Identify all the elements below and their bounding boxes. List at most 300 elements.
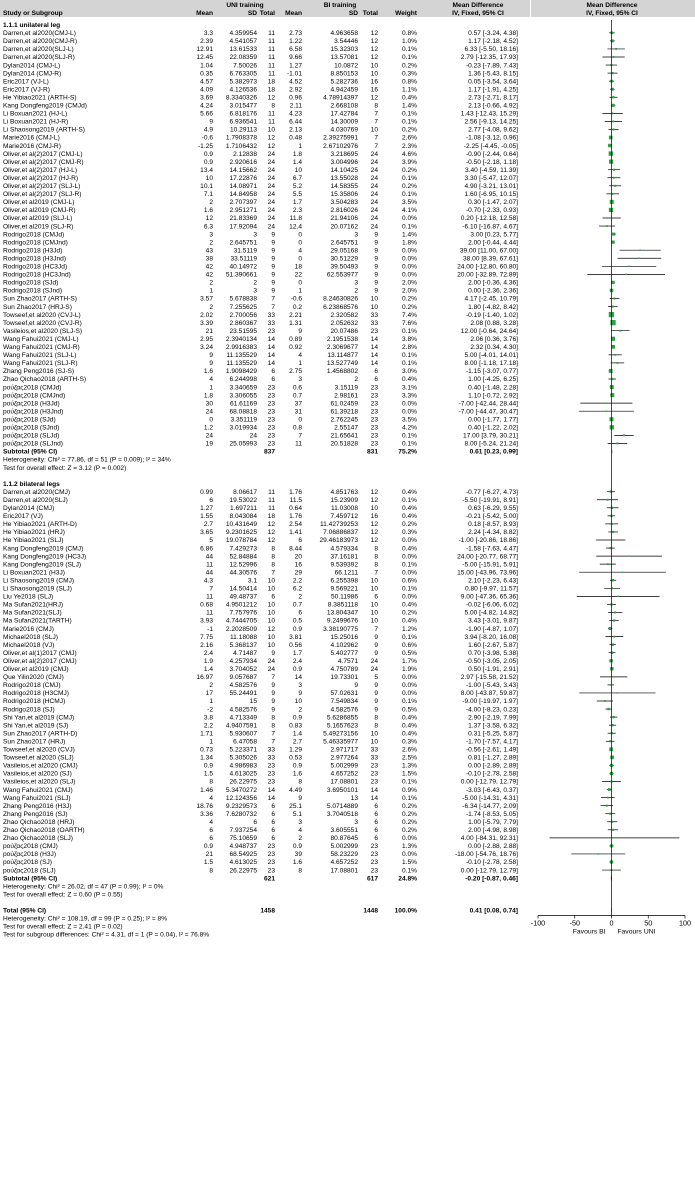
cell-tot2: 10 xyxy=(370,577,378,585)
cell-sd2: 6.255398 xyxy=(330,577,358,585)
cell-tot2: 10 xyxy=(370,303,378,311)
cell-tot1: 24 xyxy=(267,207,275,215)
cell-ci: 1.43 [-12.43, 15.29] xyxy=(460,110,518,118)
study-name: Rodrigo2018 (SJnd) xyxy=(3,287,63,295)
cell-tot2: 23 xyxy=(370,327,378,335)
cell-weight: 0.0% xyxy=(401,569,417,577)
cell-ci: 1.80 [-4.82, 8.42] xyxy=(468,303,518,311)
study-name: Zhang Peng2016 (SJ) xyxy=(3,810,68,818)
cell-tot2: 5 xyxy=(374,674,378,682)
cell-mean1: 0.9 xyxy=(203,158,213,166)
study-name: pούζας2018 (H3J) xyxy=(3,851,57,859)
cell-mean2: 11.8 xyxy=(289,215,302,223)
cell-tot1: 11 xyxy=(268,496,275,504)
cell-weight: 0.1% xyxy=(401,352,417,360)
header-md-text: Mean Difference xyxy=(452,2,504,9)
cell-sd1: 19.53022 xyxy=(229,496,257,504)
cell-sd1: 2.700056 xyxy=(229,311,257,319)
effect-square xyxy=(628,555,629,556)
cell-tot2: 7 xyxy=(374,118,378,126)
cell-sd1: 3.351119 xyxy=(230,416,257,424)
cell-sd1: 4.9407591 xyxy=(225,722,257,730)
cell-tot2: 10 xyxy=(370,62,378,70)
cell-mean2: 0.89 xyxy=(289,335,302,343)
cell-mean1: 2 xyxy=(209,682,213,690)
cell-tot2: 23 xyxy=(370,400,378,408)
cell-sd2: 21.65641 xyxy=(330,432,358,440)
cell-sd2: 20.07162 xyxy=(330,223,358,231)
cell-mean1: 3.8 xyxy=(203,714,213,722)
cell-ci: -5.50 [-19.91, 8.91] xyxy=(462,496,518,504)
cell-tot1: 23 xyxy=(267,859,275,867)
cell-weight: 1.2% xyxy=(401,625,417,633)
study-name: pούζας2018 (SJd) xyxy=(3,416,56,424)
cell-mean2: 3 xyxy=(298,376,302,384)
cell-tot1: 10 xyxy=(267,633,275,641)
cell-tot2: 23 xyxy=(370,778,378,786)
study-name: Oliver,et al2019 (SLJ-L) xyxy=(3,215,73,223)
study-name: Rodrigo2018 (CMJ) xyxy=(3,682,61,690)
effect-square xyxy=(612,120,614,122)
cell-sd1: 55.24491 xyxy=(229,690,257,698)
x-tick-label: -50 xyxy=(569,918,580,928)
cell-weight: 0.0% xyxy=(401,674,417,682)
cell-tot1: 9 xyxy=(271,231,275,239)
cell-weight: 3.9% xyxy=(401,158,417,166)
cell-tot1: 8 xyxy=(271,561,275,569)
effect-square xyxy=(612,716,614,718)
cell-ci: 2.90 [-2.19, 7.99] xyxy=(468,714,518,722)
cell-mean1: 2 xyxy=(209,239,213,247)
cell-sd2: 4.7571 xyxy=(337,657,358,665)
cell-mean2: 0.9 xyxy=(292,843,302,851)
cell-mean2: 4.23 xyxy=(289,110,302,118)
cell-mean2: 2.3 xyxy=(292,207,302,215)
cell-mean2: 3 xyxy=(298,682,302,690)
cell-sd2: 29.46183973 xyxy=(319,537,358,545)
cell-sd2: 62.553977 xyxy=(326,271,358,279)
cell-mean2: 1.22 xyxy=(289,38,302,46)
cell-sd2: 30.51229 xyxy=(330,255,358,263)
cell-weight: 0.2% xyxy=(401,183,417,190)
cell-weight: 1.3% xyxy=(401,762,417,770)
cell-mean2: 0.48 xyxy=(289,134,302,142)
cell-mean2: 6 xyxy=(298,609,302,617)
cell-tot2: 12 xyxy=(370,30,378,38)
cell-tot1: 12 xyxy=(267,625,275,633)
cell-tot2: 9 xyxy=(374,698,378,706)
cell-tot1: 7 xyxy=(271,303,275,311)
cell-sd2: 5.002999 xyxy=(330,843,358,851)
cell-tot2: 23 xyxy=(370,408,378,416)
effect-square xyxy=(610,393,614,397)
study-name: pούζας2018 (SLJnd) xyxy=(3,440,63,448)
cell-sd2: 13.527749 xyxy=(326,360,358,368)
cell-tot2: 7 xyxy=(374,142,378,150)
cell-tot1: 8 xyxy=(271,553,275,561)
cell-sd2: 5.0714889 xyxy=(326,802,358,810)
header-sd1: SD xyxy=(247,10,257,17)
cell-tot2: 23 xyxy=(370,770,378,778)
cell-sd1: 31.5119 xyxy=(233,247,257,255)
cell-tot2: 7 xyxy=(374,110,378,118)
header-md-sub-plot: IV, Fixed, 95% CI xyxy=(586,10,638,17)
cell-weight: 0.4% xyxy=(401,505,417,512)
cell-tot2: 23 xyxy=(370,384,378,392)
cell-sd1: 2.3940134 xyxy=(225,335,257,343)
cell-tot2: 9 xyxy=(374,279,378,287)
cell-mean1: 5.66 xyxy=(200,110,213,118)
header-study: Study or Subgroup xyxy=(3,10,63,17)
cell-weight: 2.6% xyxy=(401,134,417,142)
cell-sd1: 4.541057 xyxy=(229,38,257,46)
cell-sd1: 2.920616 xyxy=(229,158,257,166)
header-tot1: Total xyxy=(259,10,275,17)
cell-weight: 0.4% xyxy=(401,488,417,496)
cell-mean1: 2.02 xyxy=(200,311,213,319)
cell-weight: 0.2% xyxy=(401,166,417,174)
cell-tot1: 14 xyxy=(267,786,275,794)
cell-tot1: 10 xyxy=(267,609,275,617)
cell-ci: 39.00 [11.00, 67.00] xyxy=(459,247,518,255)
cell-sd2: 3.7040518 xyxy=(326,810,358,818)
cell-sd2: 5.402777 xyxy=(330,649,358,657)
cell-tot1: 7 xyxy=(271,674,275,682)
cell-sd2: 14.58355 xyxy=(330,183,358,190)
cell-mean2: 1.29 xyxy=(289,746,302,754)
cell-weight: 0.2% xyxy=(401,810,417,818)
cell-mean1: 1.8 xyxy=(203,392,213,400)
cell-mean1: 2.4 xyxy=(203,649,213,657)
cell-sd2: 5.6286855 xyxy=(326,714,358,722)
cell-mean2: 5.2 xyxy=(292,183,302,190)
cell-mean2: 1.6 xyxy=(292,770,302,778)
study-name: Vasileios,et al2020 (CMJ) xyxy=(3,762,78,770)
effect-square xyxy=(608,788,611,791)
cell-mean1: 21 xyxy=(205,327,213,335)
cell-tot1: 11 xyxy=(268,118,275,126)
cell-sd2: 4.750789 xyxy=(330,666,358,673)
study-name: pούζας2018 (SLJd) xyxy=(3,432,60,440)
effect-square xyxy=(609,151,613,155)
cell-sd2: 14.10425 xyxy=(330,166,358,174)
cell-mean2: 2.11 xyxy=(289,102,302,110)
cell-mean1: 24 xyxy=(205,408,213,416)
cell-ci: -0.70 [-2.33, 0.93] xyxy=(465,207,518,215)
cell-sd1: 2.707397 xyxy=(229,199,257,207)
study-name: Oliver,et al(2)2017 (HJ-R) xyxy=(3,174,79,182)
cell-tot1: 23 xyxy=(267,778,275,786)
cell-sd1: 14.08971 xyxy=(229,183,257,190)
cell-tot2: 10 xyxy=(370,738,378,746)
study-name: Dylan2014 (CMJ-R) xyxy=(3,70,62,78)
cell-mean2: -1.01 xyxy=(286,70,302,78)
study-name: Wang Fahui2021 (SLJ-L) xyxy=(3,352,77,360)
cell-mean2: 0.9 xyxy=(292,625,302,633)
effect-square xyxy=(607,797,609,799)
cell-mean1: 11 xyxy=(206,609,213,617)
cell-weight: 2.8% xyxy=(401,344,417,351)
overall-effect-text: Test for overall effect: Z = 0.60 (P = 0.55) xyxy=(3,891,123,899)
cell-mean2: 4.49 xyxy=(289,786,302,794)
cell-mean2: 6 xyxy=(298,537,302,545)
cell-sd1: 4.713349 xyxy=(229,714,257,722)
cell-tot1: 10 xyxy=(267,577,275,585)
cell-sd1: 25.05993 xyxy=(229,440,257,448)
effect-square xyxy=(619,330,621,332)
cell-tot1: 10 xyxy=(267,601,275,609)
cell-ci: 2.79 [-12.35, 17.93] xyxy=(460,54,518,62)
study-name: Darren,et al2020(CMJ-R) xyxy=(3,38,78,46)
cell-sd2: 3.6950101 xyxy=(326,786,358,794)
cell-ci: 0.31 [-5.25, 5.87] xyxy=(468,730,518,738)
x-tick-label: -100 xyxy=(530,918,546,928)
cell-sd1: 6.244998 xyxy=(229,376,257,384)
cell-mean2: 9 xyxy=(298,690,302,698)
cell-sd2: 61.39218 xyxy=(330,408,358,416)
footer-line: Test for overall effect: Z = 2.41 (P = 0.02) xyxy=(3,923,123,931)
cell-weight: 1.5% xyxy=(401,859,417,867)
cell-mean1: 3 xyxy=(209,231,213,239)
cell-sd2: 2.39275991 xyxy=(323,134,358,142)
cell-sd2: 20.07486 xyxy=(330,327,358,335)
cell-ci: 24.00 [-12.80, 60.80] xyxy=(457,263,518,271)
cell-sd1: 1.7106432 xyxy=(225,142,257,150)
cell-mean2: 1 xyxy=(298,360,302,368)
effect-square xyxy=(639,258,640,259)
effect-square xyxy=(614,354,616,356)
cell-mean2: 0 xyxy=(298,231,302,239)
cell-tot2: 12 xyxy=(370,537,378,545)
subtotal-weight: 75.2% xyxy=(398,448,417,456)
cell-tot1: 11 xyxy=(268,62,275,70)
cell-sd2: 13.55028 xyxy=(330,174,358,182)
study-name: Eric2017 (VJ) xyxy=(3,513,43,521)
cell-weight: 0.1% xyxy=(401,561,417,569)
cell-sd2: 4.657252 xyxy=(330,770,358,778)
effect-square xyxy=(611,345,615,349)
cell-sd1: 12.52996 xyxy=(229,561,257,569)
cell-tot2: 24 xyxy=(370,191,378,199)
cell-ci: -1.90 [-4.87, 1.07] xyxy=(465,625,518,633)
heterogeneity-text: Heterogeneity: Chi² = 26.02, df = 47 (P = 0.99); I² = 0% xyxy=(3,883,164,891)
effect-square xyxy=(612,104,615,107)
cell-tot2: 24 xyxy=(370,657,378,665)
cell-weight: 1.7% xyxy=(401,657,417,665)
cell-sd2: 3.504283 xyxy=(330,199,358,207)
effect-square xyxy=(612,531,614,533)
cell-weight: 7.4% xyxy=(401,311,417,319)
cell-sd2: 3 xyxy=(354,279,358,287)
cell-tot2: 12 xyxy=(370,496,378,504)
study-name: Zhao Qichao2018 (OARTH) xyxy=(3,827,85,834)
effect-square xyxy=(614,185,616,187)
cell-mean1: 9 xyxy=(209,352,213,360)
cell-tot2: 23 xyxy=(370,416,378,424)
cell-weight: 0.1% xyxy=(401,633,417,641)
cell-weight: 3.5% xyxy=(401,199,417,207)
cell-mean2: 4 xyxy=(298,247,302,255)
cell-mean1: 1.34 xyxy=(200,754,213,762)
cell-mean1: 4.3 xyxy=(203,577,213,585)
cell-ci: 5.00 [-4.82, 14.82] xyxy=(464,609,518,617)
cell-ci: 17.00 [3.79, 30.21] xyxy=(463,432,518,440)
study-name: Oliver,et al2019 (CMJ-R) xyxy=(3,207,76,215)
cell-sd2: 4.851763 xyxy=(330,488,358,496)
cell-mean1: 3.39 xyxy=(200,319,213,327)
study-name: pούζας2018 (SJ) xyxy=(3,859,52,867)
cell-tot1: 23 xyxy=(267,392,275,400)
cell-ci: 1.60 [-2.67, 5.87] xyxy=(468,641,518,649)
study-name: Shi Yan,et al2019 (CMJ) xyxy=(3,714,75,722)
cell-sd2: 2.816026 xyxy=(330,207,358,215)
cell-weight: 0.0% xyxy=(401,263,417,271)
cell-sd2: 4.102962 xyxy=(330,641,358,649)
cell-ci: 1.00 [-5.79, 7.79] xyxy=(468,818,518,826)
cell-tot1: 9 xyxy=(271,239,275,247)
cell-ci: 0.00 [-2.88, 2.88] xyxy=(468,843,518,851)
cell-tot2: 6 xyxy=(374,376,378,384)
cell-tot2: 6 xyxy=(374,818,378,826)
cell-sd1: 6.763305 xyxy=(229,70,257,78)
cell-mean2: 18 xyxy=(294,263,302,271)
cell-sd1: 49.48737 xyxy=(229,593,257,601)
cell-sd2: 17.42784 xyxy=(330,110,358,118)
cell-mean2: 2.54 xyxy=(289,521,302,529)
cell-weight: 0.2% xyxy=(401,818,417,826)
cell-mean1: 4 xyxy=(209,818,213,826)
cell-ci: -0.50 [-3.05, 2.05] xyxy=(465,657,518,665)
header-md-plot: Mean Difference xyxy=(586,2,638,9)
cell-sd1: 7.6280732 xyxy=(225,810,257,818)
cell-weight: 0.5% xyxy=(401,649,417,657)
cell-weight: 0.4% xyxy=(401,545,417,553)
cell-ci: 0.40 [-1.48, 2.28] xyxy=(468,384,518,392)
cell-sd1: 3.704052 xyxy=(229,666,257,673)
study-name: Oliver,et al(2)2017 (CMJ-R) xyxy=(3,158,84,166)
cell-sd1: 11.135529 xyxy=(226,360,257,368)
cell-mean2: 25.1 xyxy=(289,802,302,810)
cell-sd1: 61.61169 xyxy=(229,400,257,408)
cell-tot2: 16 xyxy=(370,513,378,521)
effect-square xyxy=(612,579,614,581)
cell-sd2: 7.549834 xyxy=(330,698,358,706)
cell-tot1: 6 xyxy=(271,810,275,818)
cell-weight: 0.2% xyxy=(401,303,417,311)
cell-tot2: 10 xyxy=(370,617,378,625)
cell-sd2: 5.282736 xyxy=(330,78,358,86)
cell-sd1: 11.135529 xyxy=(226,352,257,360)
cell-tot1: 9 xyxy=(271,698,275,706)
cell-sd1: 8.043084 xyxy=(229,513,257,521)
cell-mean2: 0.83 xyxy=(289,722,302,730)
cell-ci: 1.60 [-6.95, 10.15] xyxy=(464,191,518,199)
cell-ci: 20.00 [-32.89, 72.89] xyxy=(457,271,518,279)
cell-sd1: 2.645751 xyxy=(229,239,257,247)
cell-sd2: 58.23229 xyxy=(330,851,358,859)
cell-sd1: 10.431649 xyxy=(225,521,257,529)
cell-mean1: 38 xyxy=(205,255,213,263)
cell-sd2: 17.08801 xyxy=(330,867,358,875)
cell-tot2: 14 xyxy=(370,344,378,351)
cell-weight: 4.6% xyxy=(401,150,417,158)
cell-mean2: 6.2 xyxy=(292,585,302,593)
cell-sd1: 26.22975 xyxy=(229,867,257,875)
cell-mean1: 12.45 xyxy=(196,54,213,62)
cell-ci: 0.00 [-1.77, 1.77] xyxy=(468,416,518,424)
cell-mean2: 5.5 xyxy=(292,191,302,199)
cell-sd1: 10.29113 xyxy=(229,126,257,134)
cell-sd2: 9.2499676 xyxy=(326,617,358,625)
header-group2: BI training xyxy=(323,2,357,9)
cell-sd2: 4.78914397 xyxy=(323,94,358,102)
effect-square xyxy=(628,266,629,267)
subtotal-label: Subtotal (95% CI) xyxy=(3,448,58,456)
cell-tot2: 24 xyxy=(370,199,378,207)
cell-tot1: 8 xyxy=(271,714,275,722)
cell-ci: 2.13 [-0.66, 4.92] xyxy=(468,102,518,110)
cell-ci: 0.70 [-3.98, 5.38] xyxy=(468,649,518,657)
cell-tot1: 24 xyxy=(267,199,275,207)
cell-weight: 2.6% xyxy=(401,746,417,754)
cell-mean1: 0.99 xyxy=(200,488,213,496)
cell-tot1: 12 xyxy=(267,142,275,150)
cell-mean2: 0.7 xyxy=(292,601,302,609)
cell-tot1: 14 xyxy=(267,344,275,351)
cell-weight: 0.2% xyxy=(401,609,417,617)
cell-mean2: 0.9 xyxy=(292,714,302,722)
study-name: pούζας2018 (SLJ) xyxy=(3,867,56,875)
cell-sd2: 4.942459 xyxy=(330,86,358,94)
cell-sd1: 22.08359 xyxy=(229,54,257,62)
cell-tot2: 10 xyxy=(370,585,378,593)
cell-sd2: 13.114877 xyxy=(327,352,358,360)
cell-sd2: 2.977264 xyxy=(330,754,358,762)
cell-tot1: 9 xyxy=(271,279,275,287)
cell-sd1: 5.305026 xyxy=(229,754,257,762)
cell-tot2: 23 xyxy=(370,851,378,859)
cell-mean1: 1.71 xyxy=(200,730,213,738)
study-name: He Yibiao2021 (SLJ) xyxy=(3,537,64,545)
study-name: Li Shaosong2019 (SLJ) xyxy=(3,585,72,593)
total-weight: 100.0% xyxy=(394,907,417,915)
cell-sd2: 3.004996 xyxy=(330,158,358,166)
effect-square xyxy=(606,805,608,807)
cell-mean1: 2.39 xyxy=(200,38,213,46)
cell-ci: 3.43 [-3.01, 9.87] xyxy=(468,617,518,625)
effect-square xyxy=(612,193,614,195)
study-name: Oliver,et al2019 (CMJ) xyxy=(3,666,69,673)
study-name: Sun Zhao2017 (HRJ) xyxy=(3,738,66,746)
study-name: Rodrigo2018 (SJ) xyxy=(3,706,55,714)
cell-ci: -1.70 [-7.57, 4.17] xyxy=(465,738,518,746)
cell-sd1: 2.2028509 xyxy=(225,625,257,633)
cell-sd1: 1.7908378 xyxy=(225,134,257,142)
cell-sd1: 3.340659 xyxy=(229,384,257,392)
cell-tot1: 23 xyxy=(267,867,275,875)
study-name: Zhao Qichao2018 (SLJ) xyxy=(3,835,74,843)
study-name: pούζας2018 (CMJd) xyxy=(3,384,62,392)
effect-square xyxy=(613,636,615,638)
cell-ci: 1.17 [-1.91, 4.25] xyxy=(468,86,518,94)
cell-tot1: 6 xyxy=(271,376,275,384)
cell-sd1: 4.71487 xyxy=(233,649,257,657)
cell-mean1: 6 xyxy=(209,835,213,843)
cell-ci: -1.74 [-8.53, 5.05] xyxy=(465,810,518,818)
study-name: Darren,et al2020(SLJ-R) xyxy=(3,54,75,62)
cell-mean1: 7 xyxy=(209,585,213,593)
cell-ci: -0.90 [-2.44, 0.64] xyxy=(465,150,518,158)
